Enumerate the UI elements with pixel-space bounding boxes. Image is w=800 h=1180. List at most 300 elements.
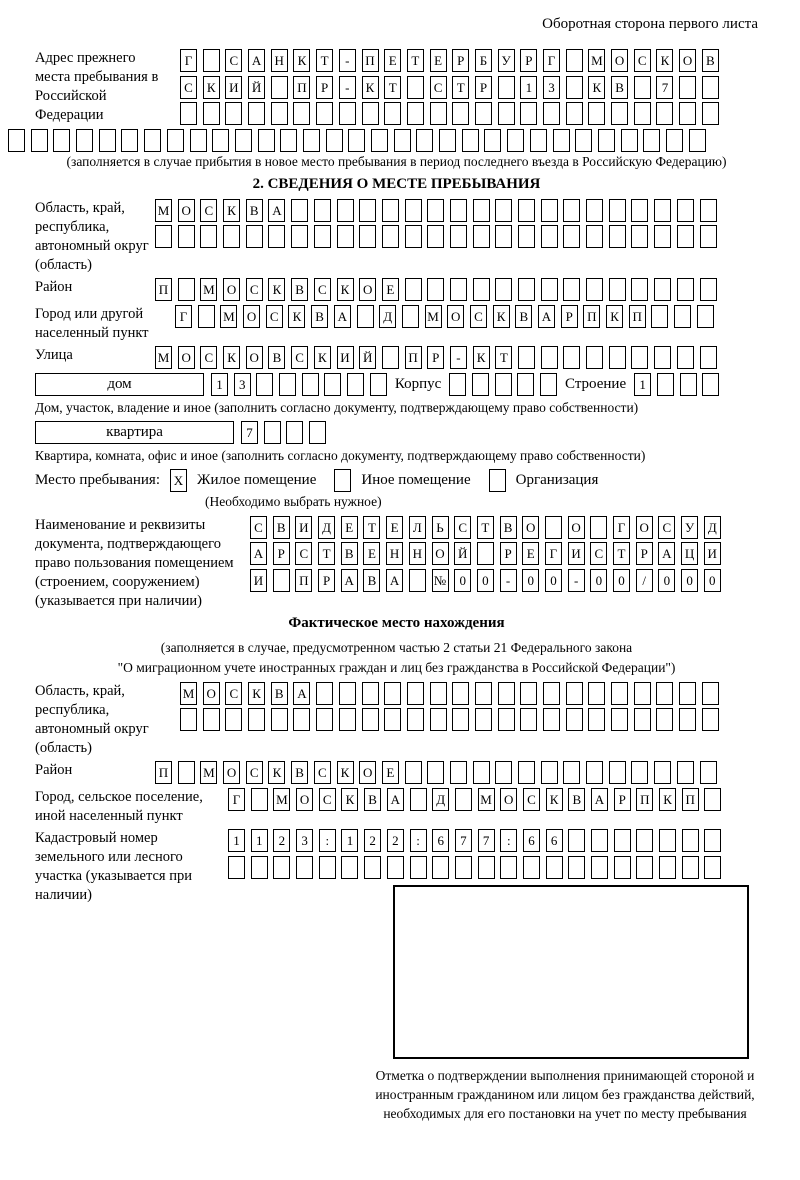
char-cell <box>427 278 444 301</box>
char-cell <box>382 199 399 222</box>
char-cell <box>180 708 197 731</box>
char-cell <box>334 469 351 492</box>
char-cell: Й <box>359 346 376 369</box>
char-cell: - <box>450 346 467 369</box>
char-cell <box>586 278 603 301</box>
prev-address-row-2 <box>180 76 719 99</box>
char-cell <box>518 278 535 301</box>
char-cell <box>520 102 537 125</box>
char-cell <box>679 76 696 99</box>
char-cell: Г <box>180 49 197 72</box>
char-cell: К <box>314 346 331 369</box>
s2-house-block <box>35 373 758 396</box>
s2-district-block <box>35 278 758 301</box>
char-cell <box>609 199 626 222</box>
char-cell: Е <box>384 49 401 72</box>
char-cell <box>473 199 490 222</box>
char-cell <box>586 225 603 248</box>
char-cell: О <box>568 516 585 539</box>
char-cell <box>546 856 563 879</box>
char-cell <box>410 856 427 879</box>
char-cell: Б <box>475 49 492 72</box>
char-cell: В <box>341 542 358 565</box>
char-cell: М <box>200 278 217 301</box>
char-cell <box>631 346 648 369</box>
page-side-header: Оборотная сторона первого листа <box>542 16 758 32</box>
char-cell <box>530 129 547 152</box>
char-cell <box>200 225 217 248</box>
char-cell: Р <box>520 49 537 72</box>
char-cell <box>99 129 116 152</box>
char-cell <box>677 346 694 369</box>
char-cell <box>450 278 467 301</box>
char-cell <box>430 682 447 705</box>
char-cell: А <box>538 305 555 328</box>
char-cell <box>430 102 447 125</box>
char-cell: Т <box>316 49 333 72</box>
char-cell: С <box>246 278 263 301</box>
stay-type-block <box>35 469 758 492</box>
char-cell: - <box>339 76 356 99</box>
char-cell <box>500 856 517 879</box>
char-cell <box>450 761 467 784</box>
char-cell <box>498 682 515 705</box>
char-cell <box>430 708 447 731</box>
char-cell <box>598 129 615 152</box>
char-cell: В <box>291 278 308 301</box>
char-cell <box>432 856 449 879</box>
char-cell: Е <box>341 516 358 539</box>
char-cell <box>405 225 422 248</box>
char-cell <box>654 225 671 248</box>
char-cell: П <box>682 788 699 811</box>
char-cell <box>677 278 694 301</box>
char-cell: В <box>273 516 290 539</box>
char-cell: Е <box>386 516 403 539</box>
char-cell <box>167 129 184 152</box>
flat-caption: Квартира, комната, офис и иное (заполнить согласно документу, подтверждающему право собственности) <box>35 447 646 463</box>
char-cell <box>248 102 265 125</box>
char-cell <box>268 225 285 248</box>
char-cell: В <box>702 49 719 72</box>
char-cell: Т <box>407 49 424 72</box>
s2-flat-block <box>35 421 758 444</box>
char-cell <box>178 761 195 784</box>
stroenie-label: Строение <box>565 375 627 392</box>
char-cell <box>484 129 501 152</box>
char-cell: К <box>223 346 240 369</box>
char-cell: Е <box>363 542 380 565</box>
char-cell: О <box>178 346 195 369</box>
char-cell: В <box>246 199 263 222</box>
char-cell: И <box>295 516 312 539</box>
char-cell: Н <box>409 542 426 565</box>
char-cell: Е <box>522 542 539 565</box>
char-cell <box>314 199 331 222</box>
char-cell <box>563 199 580 222</box>
char-cell <box>498 102 515 125</box>
char-cell <box>473 278 490 301</box>
char-cell <box>225 708 242 731</box>
prev-address-row-1 <box>180 49 719 72</box>
char-cell <box>337 199 354 222</box>
char-cell <box>507 129 524 152</box>
char-cell: 0 <box>658 569 675 592</box>
char-cell <box>212 129 229 152</box>
char-cell <box>677 225 694 248</box>
char-cell: 1 <box>634 373 651 396</box>
char-cell: 0 <box>454 569 471 592</box>
house-type-box: дом <box>35 373 204 396</box>
char-cell: М <box>180 682 197 705</box>
char-cell: П <box>629 305 646 328</box>
char-cell: А <box>250 542 267 565</box>
char-cell <box>656 682 673 705</box>
char-cell <box>477 542 494 565</box>
char-cell: П <box>293 76 310 99</box>
korpus-row <box>449 373 557 396</box>
char-cell: Г <box>543 49 560 72</box>
char-cell <box>144 129 161 152</box>
char-cell <box>314 225 331 248</box>
char-cell: С <box>454 516 471 539</box>
char-cell <box>588 682 605 705</box>
char-cell: Г <box>228 788 245 811</box>
char-cell: Р <box>500 542 517 565</box>
char-cell <box>495 225 512 248</box>
char-cell: К <box>656 49 673 72</box>
char-cell <box>568 829 585 852</box>
char-cell <box>609 346 626 369</box>
char-cell <box>362 708 379 731</box>
char-cell: 0 <box>590 569 607 592</box>
char-cell: 7 <box>478 829 495 852</box>
char-cell <box>273 569 290 592</box>
char-cell: П <box>583 305 600 328</box>
char-cell <box>651 305 668 328</box>
char-cell <box>702 102 719 125</box>
char-cell <box>178 225 195 248</box>
s3-city-block <box>35 788 758 826</box>
char-cell: : <box>500 829 517 852</box>
char-cell <box>611 682 628 705</box>
char-cell <box>679 708 696 731</box>
char-cell <box>609 278 626 301</box>
char-cell: О <box>359 761 376 784</box>
char-cell: С <box>200 346 217 369</box>
stay-type-residential-checkbox <box>170 469 187 492</box>
s3-district-label: Район <box>35 762 73 778</box>
char-cell <box>543 102 560 125</box>
char-cell: С <box>291 346 308 369</box>
char-cell: П <box>155 278 172 301</box>
char-cell <box>455 856 472 879</box>
char-cell: И <box>225 76 242 99</box>
char-cell: / <box>636 569 653 592</box>
char-cell <box>566 76 583 99</box>
char-cell <box>316 682 333 705</box>
s2-city-row <box>175 305 714 328</box>
char-cell <box>679 102 696 125</box>
char-cell <box>394 129 411 152</box>
house-caption: Дом, участок, владение и иное (заполнить согласно документу, подтверждающему право собственности) <box>35 399 639 415</box>
char-cell <box>384 682 401 705</box>
char-cell: 7 <box>656 76 673 99</box>
char-cell <box>543 708 560 731</box>
char-cell: 0 <box>477 569 494 592</box>
char-cell <box>575 129 592 152</box>
char-cell: М <box>155 199 172 222</box>
char-cell: Д <box>318 516 335 539</box>
char-cell: X <box>170 469 187 492</box>
char-cell: 2 <box>273 829 290 852</box>
char-cell: У <box>681 516 698 539</box>
char-cell: С <box>225 682 242 705</box>
char-cell <box>634 102 651 125</box>
char-cell: О <box>522 516 539 539</box>
char-cell <box>450 199 467 222</box>
char-cell: О <box>296 788 313 811</box>
char-cell <box>405 199 422 222</box>
stay-type-residential-label: Жилое помещение <box>197 471 317 488</box>
char-cell: Е <box>382 761 399 784</box>
char-cell: С <box>180 76 197 99</box>
registration-stamp-box <box>393 885 749 1059</box>
char-cell <box>452 708 469 731</box>
char-cell <box>520 682 537 705</box>
char-cell: О <box>636 516 653 539</box>
char-cell: К <box>606 305 623 328</box>
char-cell <box>659 829 676 852</box>
char-cell <box>359 225 376 248</box>
char-cell <box>654 346 671 369</box>
char-cell <box>339 708 356 731</box>
char-cell <box>654 761 671 784</box>
char-cell: В <box>311 305 328 328</box>
char-cell: П <box>295 569 312 592</box>
char-cell <box>563 346 580 369</box>
char-cell: И <box>704 542 721 565</box>
char-cell: О <box>223 761 240 784</box>
registration-stamp-caption: Отметка о подтверждении выполнения принимающей стороной и иностранным гражданином или лицом без гражданства действий, необходимых для его постановки на учет по месту пребывания <box>375 1067 755 1121</box>
char-cell: К <box>337 278 354 301</box>
char-cell <box>475 102 492 125</box>
char-cell: К <box>659 788 676 811</box>
section3-notes <box>35 638 758 678</box>
document-row-2 <box>250 542 721 565</box>
char-cell <box>364 856 381 879</box>
document-row-1 <box>250 516 721 539</box>
char-cell <box>475 682 492 705</box>
section2-title: 2. СВЕДЕНИЯ О МЕСТЕ ПРЕБЫВАНИЯ <box>252 175 541 192</box>
char-cell: О <box>447 305 464 328</box>
char-cell <box>382 225 399 248</box>
cadastre-label: Кадастровый номер земельного или лесного участка (указывается при наличии) <box>35 830 192 903</box>
char-cell <box>475 708 492 731</box>
char-cell <box>540 373 557 396</box>
char-cell <box>680 373 697 396</box>
char-cell <box>523 856 540 879</box>
char-cell <box>609 225 626 248</box>
char-cell <box>553 129 570 152</box>
char-cell <box>590 516 607 539</box>
char-cell <box>518 199 535 222</box>
char-cell: А <box>386 569 403 592</box>
char-cell <box>634 708 651 731</box>
char-cell: В <box>291 761 308 784</box>
char-cell: Д <box>432 788 449 811</box>
char-cell <box>155 225 172 248</box>
char-cell <box>348 129 365 152</box>
char-cell <box>541 278 558 301</box>
char-cell <box>588 102 605 125</box>
char-cell: К <box>546 788 563 811</box>
char-cell <box>271 708 288 731</box>
char-cell: Ц <box>681 542 698 565</box>
s2-district-label: Район <box>35 279 73 295</box>
char-cell: В <box>515 305 532 328</box>
prev-address-block <box>35 49 758 125</box>
char-cell <box>631 199 648 222</box>
char-cell <box>700 278 717 301</box>
char-cell: С <box>246 761 263 784</box>
stay-type-other-premises-label: Иное помещение <box>361 471 471 488</box>
char-cell <box>656 708 673 731</box>
char-cell <box>566 682 583 705</box>
char-cell: К <box>588 76 605 99</box>
char-cell <box>700 199 717 222</box>
char-cell <box>371 129 388 152</box>
char-cell <box>273 856 290 879</box>
char-cell: К <box>268 278 285 301</box>
char-cell <box>636 856 653 879</box>
char-cell: Р <box>273 542 290 565</box>
char-cell: 2 <box>364 829 381 852</box>
char-cell: М <box>200 761 217 784</box>
s3-region-row-1 <box>180 682 719 705</box>
char-cell <box>198 305 215 328</box>
char-cell <box>256 373 273 396</box>
char-cell: Н <box>386 542 403 565</box>
stay-type-label: Место пребывания: <box>35 471 160 488</box>
char-cell <box>53 129 70 152</box>
char-cell: Е <box>430 49 447 72</box>
prev-address-row-4 <box>8 129 758 152</box>
char-cell <box>316 708 333 731</box>
char-cell <box>611 102 628 125</box>
char-cell <box>427 199 444 222</box>
char-cell: Р <box>316 76 333 99</box>
char-cell: К <box>341 788 358 811</box>
char-cell: 0 <box>522 569 539 592</box>
char-cell: Р <box>636 542 653 565</box>
char-cell <box>76 129 93 152</box>
char-cell <box>8 129 25 152</box>
char-cell <box>689 129 706 152</box>
char-cell: Т <box>613 542 630 565</box>
char-cell <box>339 102 356 125</box>
char-cell: С <box>200 199 217 222</box>
char-cell: 1 <box>228 829 245 852</box>
char-cell <box>416 129 433 152</box>
char-cell <box>489 469 506 492</box>
s3-district-row <box>155 761 717 784</box>
char-cell: Д <box>379 305 396 328</box>
char-cell <box>223 225 240 248</box>
s2-region-block <box>35 199 758 275</box>
char-cell: К <box>288 305 305 328</box>
stay-type-organization-checkbox <box>489 469 506 492</box>
char-cell: 3 <box>296 829 313 852</box>
char-cell: О <box>679 49 696 72</box>
stay-type-organization-label: Организация <box>515 471 599 488</box>
char-cell: Р <box>561 305 578 328</box>
char-cell: - <box>339 49 356 72</box>
char-cell <box>631 225 648 248</box>
char-cell <box>495 373 512 396</box>
s2-street-label: Улица <box>35 347 73 363</box>
char-cell: Г <box>613 516 630 539</box>
char-cell: Й <box>248 76 265 99</box>
char-cell <box>541 225 558 248</box>
char-cell <box>541 346 558 369</box>
char-cell <box>271 102 288 125</box>
char-cell: К <box>223 199 240 222</box>
char-cell <box>518 346 535 369</box>
char-cell <box>280 129 297 152</box>
char-cell: В <box>271 682 288 705</box>
char-cell <box>271 76 288 99</box>
char-cell <box>462 129 479 152</box>
char-cell: 6 <box>432 829 449 852</box>
char-cell: Д <box>704 516 721 539</box>
char-cell <box>495 199 512 222</box>
char-cell: С <box>225 49 242 72</box>
char-cell: 3 <box>543 76 560 99</box>
section3-note-2: "О миграционном учете иностранных граждан и лиц без гражданства в Российской Федерации") <box>117 659 676 675</box>
char-cell: М <box>478 788 495 811</box>
char-cell: П <box>155 761 172 784</box>
char-cell: М <box>588 49 605 72</box>
char-cell <box>609 761 626 784</box>
char-cell: К <box>337 761 354 784</box>
char-cell: К <box>293 49 310 72</box>
char-cell <box>178 278 195 301</box>
char-cell: А <box>658 542 675 565</box>
char-cell <box>520 708 537 731</box>
section3-title: Фактическое место нахождения <box>288 614 505 631</box>
char-cell <box>291 199 308 222</box>
char-cell <box>541 199 558 222</box>
char-cell: - <box>500 569 517 592</box>
char-cell: : <box>410 829 427 852</box>
char-cell: Н <box>271 49 288 72</box>
char-cell <box>427 761 444 784</box>
char-cell: 0 <box>545 569 562 592</box>
char-cell <box>251 856 268 879</box>
char-cell <box>666 129 683 152</box>
char-cell <box>498 76 515 99</box>
char-cell: А <box>387 788 404 811</box>
char-cell: М <box>425 305 442 328</box>
char-cell <box>517 373 534 396</box>
char-cell: К <box>248 682 265 705</box>
char-cell <box>452 682 469 705</box>
char-cell <box>407 102 424 125</box>
char-cell <box>337 225 354 248</box>
char-cell <box>190 129 207 152</box>
s2-region-row-2 <box>155 225 717 248</box>
